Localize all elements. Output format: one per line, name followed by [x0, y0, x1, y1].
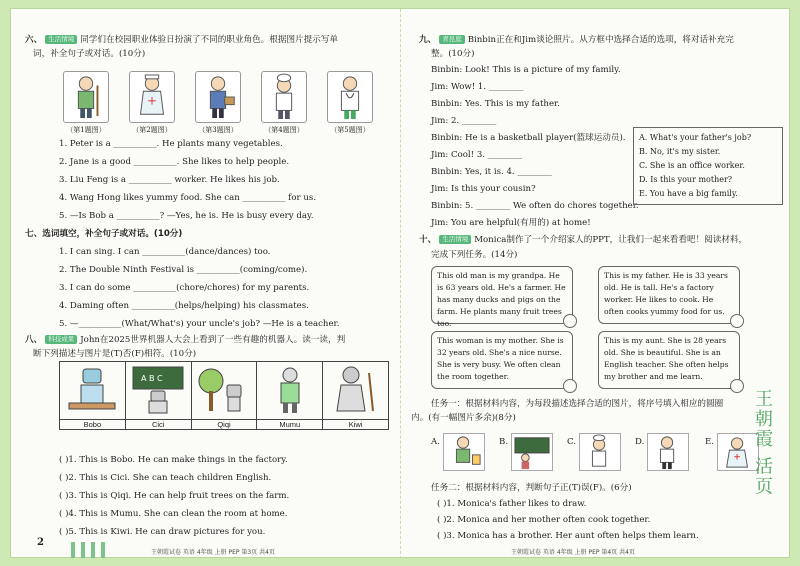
caption-2: （第2题图）: [132, 126, 172, 134]
answer-circle[interactable]: [730, 314, 744, 328]
doctor-picture: [327, 71, 373, 123]
pic-label-e: E.: [705, 437, 715, 447]
dialog-line-9: Binbin: 5. ________ We often do chores together.: [431, 201, 639, 211]
picture-b-teacher: [511, 433, 553, 471]
answer-circle[interactable]: [730, 379, 744, 393]
s6-item-5: 5. —Is Bob a __________? —Yes, he is. He is busy every day.: [59, 211, 314, 221]
s7-item-2: 2. The Double Ninth Festival is __________(coming/come).: [59, 265, 308, 275]
task-2-item-3: ( )3. Monica has a brother. Her aunt often helps them learn.: [437, 531, 699, 541]
robot-qiqi-image: [191, 362, 257, 420]
section-8-heading: 八、 科技成果 John在2025世界机器人大会上看到了一些有趣的机器人。读一读，判: [25, 335, 346, 345]
dialog-line-8: Jim: Is this your cousin?: [431, 184, 536, 194]
section-7-heading: 七、选词填空，补全句子或对话。(10分): [25, 229, 183, 239]
section-8-heading-cont: 断下列描述与图片是(T)否(F)相符。(10分): [33, 349, 197, 359]
s8-item-4: ( )4. This is Mumu. She can clean the room at home.: [59, 509, 288, 519]
right-page: [401, 9, 791, 559]
green-stripe: [71, 542, 75, 558]
s6-item-1: 1. Peter is a __________. He plants many vegetables.: [59, 139, 283, 149]
dialog-line-4: Jim: 2. ________: [431, 116, 497, 126]
nurse-picture: [129, 71, 175, 123]
caption-5: （第5题图）: [330, 126, 370, 134]
picture-c-cook: [579, 433, 621, 471]
section-10-heading: 十、 生活情境 Monica制作了一个介绍家人的PPT，让我们一起来看看吧！阅读材料，: [419, 235, 748, 245]
pic-label-c: C.: [567, 437, 577, 447]
dialog-line-2: Jim: Wow! 1. ________: [431, 82, 524, 92]
left-page: [11, 9, 401, 559]
green-stripe: [91, 542, 95, 558]
s6-item-2: 2. Jane is a good __________. She likes to help people.: [59, 157, 290, 167]
dialog-line-7: Binbin: Yes, it is. 4. ________: [431, 167, 552, 177]
section-6-heading: 六、 生活情境 同学们在校园职业体验日扮演了不同的职业角色。根据图片提示写单: [25, 35, 339, 45]
section-8-tag: 科技成果: [45, 335, 77, 344]
task-2-item-1: ( )1. Monica's father likes to draw.: [437, 499, 587, 509]
robot-table: [59, 361, 389, 430]
robot-name-mumu: Mumu: [257, 420, 323, 430]
section-10-heading-cont: 完成下列任务。(14分): [431, 250, 518, 260]
robot-name-qiqi: Qiqi: [191, 420, 257, 430]
s7-item-4: 4. Daming often __________(helps/helping) his classmates.: [59, 301, 309, 311]
task-1-text-cont: 内。(有一幅图片多余)(8分): [411, 413, 516, 423]
exam-sheet: [10, 8, 790, 558]
task-2-item-2: ( )2. Monica and her mother often cook together.: [437, 515, 651, 525]
section-6-tag: 生活情境: [45, 35, 77, 44]
robot-bobo-image: [60, 362, 126, 420]
section-10-tag: 生活情境: [439, 235, 471, 244]
option-c: C. She is an office worker.: [639, 161, 745, 170]
svg-text:A B C: A B C: [141, 373, 163, 383]
green-stripe: [81, 542, 85, 558]
section-9-tag: 青昆庭: [439, 35, 465, 44]
s8-item-1: ( )1. This is Bobo. He can make things in the factory.: [59, 455, 288, 465]
farmer-picture: [63, 71, 109, 123]
s8-item-2: ( )2. This is Cici. She can teach children English.: [59, 473, 272, 483]
answer-circle[interactable]: [563, 379, 577, 393]
dialog-line-3: Binbin: Yes. This is my father.: [431, 99, 560, 109]
brand-logo-text: 王朝霞 活页: [752, 389, 773, 497]
right-footer: 王朝霞试卷 英语 4年级 上册 PEP 第4页 共4页: [511, 549, 635, 556]
robot-name-bobo: Bobo: [60, 420, 126, 430]
section-9-heading-cont: 整。(10分): [431, 49, 475, 59]
left-footer: 王朝霞试卷 英语 4年级 上册 PEP 第3页 共4页: [151, 549, 275, 556]
option-b: B. No, it's my sister.: [639, 147, 721, 156]
pic-label-b: B.: [499, 437, 509, 447]
pic-label-d: D.: [635, 437, 645, 447]
s7-item-5: 5. —__________(What/What's) your uncle's job? —He is a teacher.: [59, 319, 340, 329]
option-a: A. What's your father's job?: [639, 133, 752, 142]
s7-item-3: 3. I can do some __________(chore/chores) for my parents.: [59, 283, 310, 293]
options-box: [633, 127, 783, 205]
task-1-text: 任务一：根据材料内容，为每段描述选择合适的图片，将序号填入相应的圆圈: [431, 399, 724, 409]
page-number: 2: [37, 537, 44, 548]
dialog-line-6: Jim: Cool! 3. ________: [431, 150, 523, 160]
ppt-card-father: This is my father. He is 33 years old. He is tall. He's a factory worker. He likes to cook. He often cooks yummy food for us.: [598, 266, 740, 324]
task-2-text: 任务二：根据材料内容，判断句子正(T)误(F)。(6分): [431, 483, 632, 493]
ppt-card-mother: This woman is my mother. She is 32 years old. She's a nice nurse. She is very busy. We often clean the room together.: [431, 331, 573, 389]
ppt-card-grandpa: This old man is my grandpa. He is 63 years old. He's a farmer. He has many ducks and pigs on the farm. He plants many fruit trees too.: [431, 266, 573, 324]
caption-1: （第1题图）: [66, 126, 106, 134]
robot-cici-image: [125, 362, 191, 420]
section-6-heading-cont: 词，补全句子或对话。(10分): [33, 49, 146, 59]
s8-item-3: ( )3. This is Qiqi. He can help fruit trees on the farm.: [59, 491, 290, 501]
robot-name-kiwi: Kiwi: [323, 420, 389, 430]
s6-item-3: 3. Liu Feng is a __________ worker. He likes his job.: [59, 175, 280, 185]
green-stripe: [101, 542, 105, 558]
dialog-line-5: Binbin: He is a basketball player(篮球运动员).: [431, 133, 626, 143]
s8-item-5: ( )5. This is Kiwi. He can draw pictures for you.: [59, 527, 266, 537]
ppt-card-aunt: This is my aunt. She is 28 years old. She is beautiful. She is an English teacher. She often helps my brother and me learn.: [598, 331, 740, 389]
caption-4: （第4题图）: [264, 126, 304, 134]
answer-circle[interactable]: [563, 314, 577, 328]
robot-mumu-image: [257, 362, 323, 420]
pic-label-a: A.: [431, 437, 440, 447]
dialog-line-10: Jim: You are helpful(有用的) at home!: [431, 218, 591, 228]
office-worker-picture: [195, 71, 241, 123]
robot-kiwi-image: [323, 362, 389, 420]
dialog-line-1: Binbin: Look! This is a picture of my family.: [431, 65, 621, 75]
option-e: E. You have a big family.: [639, 189, 738, 198]
option-d: D. Is this your mother?: [639, 175, 733, 184]
s6-item-4: 4. Wang Hong likes yummy food. She can __________ for us.: [59, 193, 317, 203]
s7-item-1: 1. I can sing. I can __________(dance/dances) too.: [59, 247, 271, 257]
caption-3: （第3题图）: [198, 126, 238, 134]
section-9-heading: 九、 青昆庭 Binbin正在和Jim谈论照片。从方框中选择合适的选项，将对话补充完: [419, 35, 734, 45]
robot-name-cici: Cici: [125, 420, 191, 430]
cook-picture: [261, 71, 307, 123]
picture-d-worker: [647, 433, 689, 471]
picture-a-farmer: [443, 433, 485, 471]
